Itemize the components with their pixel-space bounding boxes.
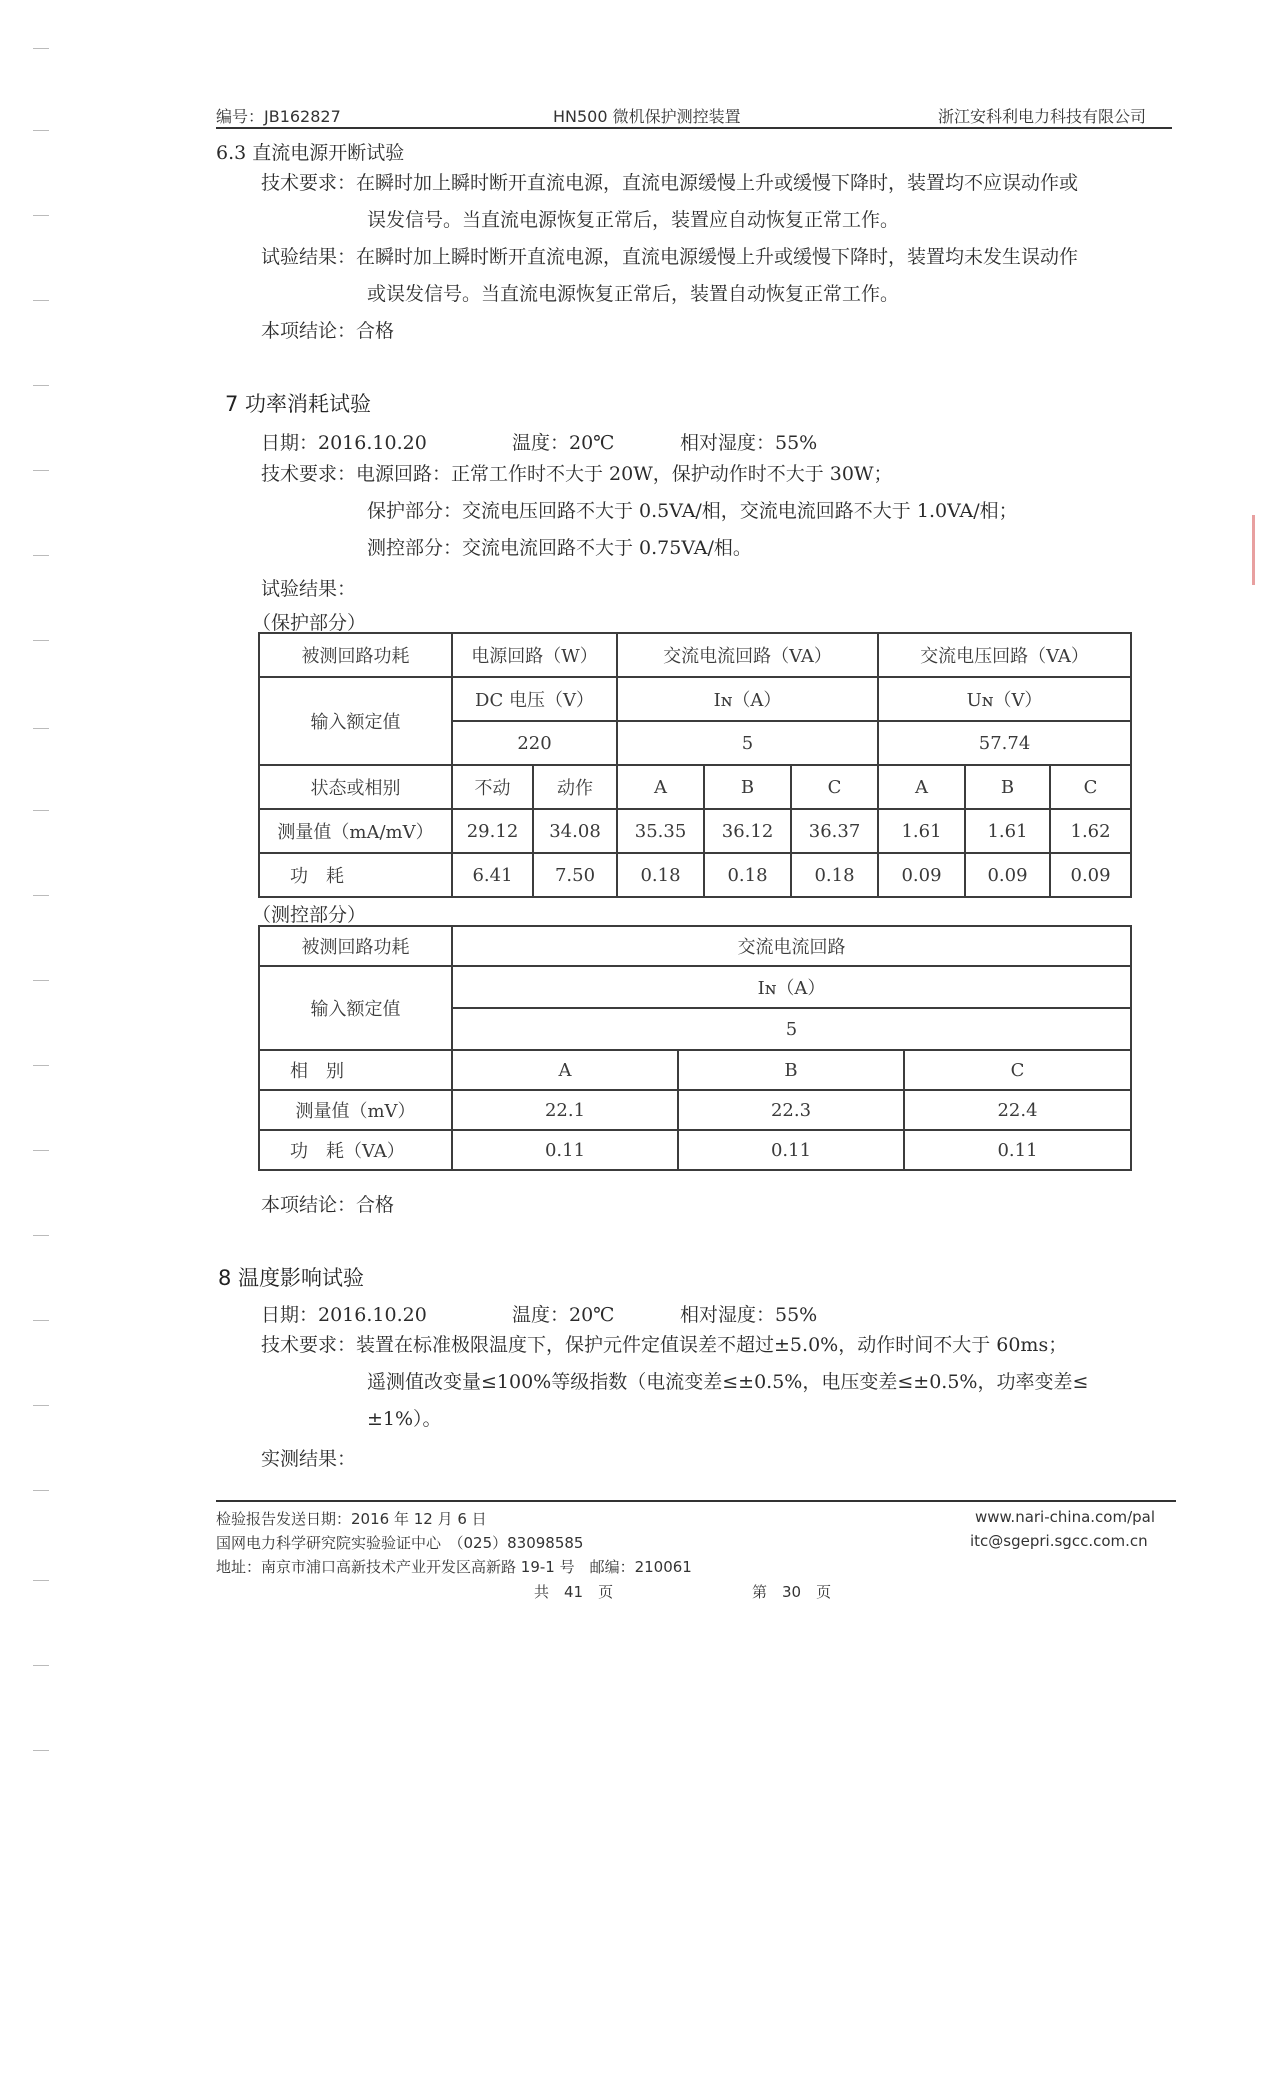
table-cell: B [678,1050,904,1090]
table-cell: 1.61 [878,809,965,853]
table-cell: DC 电压（V） [452,677,617,721]
table-cell: A [878,765,965,809]
conclusion-value: 合格 [356,1194,395,1216]
table-cell: A [617,765,704,809]
table-cell: Iɴ（A） [452,966,1131,1008]
requirement-text: 遥测值改变量≤100%等级指数（电流变差≤±0.5%，电压变差≤±0.5%，功率变差≤ [367,1371,1089,1393]
table-cell: C [1050,765,1131,809]
test-temperature: 温度：20℃ [512,1304,615,1326]
table-cell: 0.18 [704,853,791,897]
table-row [259,926,1131,966]
result-label: 实测结果： [261,1448,357,1470]
address: 地址：南京市浦口高新技术产业开发区高新路 19-1 号 邮编：210061 [216,1558,692,1576]
table-row-label: 状态或相别 [259,765,452,809]
test-date: 日期：2016.10.20 [261,432,427,454]
table-cell: 22.3 [678,1090,904,1130]
table-cell: 5 [617,721,878,765]
header-rule [216,127,1172,129]
protection-caption: （保护部分） [252,612,367,634]
table-header-cell: 电源回路（W） [452,633,617,677]
table-cell: 0.11 [904,1130,1131,1170]
footer-rule [216,1500,1176,1502]
table-cell: 0.18 [617,853,704,897]
test-temperature: 温度：20℃ [512,432,615,454]
table-cell: 动作 [533,765,617,809]
table-cell: B [965,765,1050,809]
table-row-label: 功 耗（VA） [259,1130,452,1170]
table-row [259,1090,1131,1130]
table-header-cell: 交流电流回路 [452,926,1131,966]
company-name: 浙江安科利电力科技有限公司 [938,107,1147,126]
table-row [259,966,1131,1008]
table-cell: 5 [452,1008,1131,1050]
protection-power-table [258,632,1132,898]
table-cell: 不动 [452,765,533,809]
test-center: 国网电力科学研究院实验验证中心 （025）83098585 [216,1534,584,1552]
product-name: HN500 微机保护测控装置 [553,107,741,126]
section-8-requirements [261,1327,1088,1438]
table-cell: 0.09 [1050,853,1131,897]
table-cell: 29.12 [452,809,533,853]
table-row [259,809,1131,853]
table-cell: 220 [452,721,617,765]
table-header-cell: 被测回路功耗 [259,633,452,677]
conclusion-label: 本项结论： [261,320,357,342]
result-text: 或误发信号。当直流电源恢复正常后，装置自动恢复正常工作。 [367,283,900,305]
result-label: 试验结果： [261,578,357,600]
requirement-label: 技术要求： [261,463,357,485]
test-humidity: 相对湿度：55% [680,1304,818,1326]
table-row-label: 测量值（mV） [259,1090,452,1130]
section-8-title: 8 温度影响试验 [218,1266,365,1290]
table-cell: 34.08 [533,809,617,853]
monitoring-power-table [258,925,1132,1171]
requirement-text: 保护部分：交流电压回路不大于 0.5VA/相，交流电流回路不大于 1.0VA/相； [367,500,1018,522]
requirement-label: 技术要求： [261,172,357,194]
report-number: 编号：JB162827 [216,107,341,126]
table-cell: Iɴ（A） [617,677,878,721]
table-row [259,1130,1131,1170]
test-date: 日期：2016.10.20 [261,1304,427,1326]
table-row-label: 输入额定值 [259,677,452,765]
section-7-title: 7 功率消耗试验 [225,392,372,416]
table-row [259,853,1131,897]
table-cell: 7.50 [533,853,617,897]
conclusion-value: 合格 [356,320,395,342]
table-cell: C [904,1050,1131,1090]
report-send-date: 检验报告发送日期：2016 年 12 月 6 日 [216,1510,487,1528]
table-row [259,677,1131,721]
table-cell: 1.62 [1050,809,1131,853]
table-cell: 36.12 [704,809,791,853]
requirement-label: 技术要求： [261,1334,357,1356]
table-row [259,633,1131,677]
table-cell: A [452,1050,678,1090]
table-row-label: 输入额定值 [259,966,452,1050]
test-humidity: 相对湿度：55% [680,432,818,454]
requirement-text: 电源回路：正常工作时不大于 20W，保护动作时不大于 30W； [356,463,893,485]
conclusion-label: 本项结论： [261,1194,357,1216]
table-cell: 57.74 [878,721,1131,765]
section-7-conclusion [261,1190,394,1217]
table-row-label: 功 耗 [259,853,452,897]
table-row [259,765,1131,809]
scan-mark [1252,515,1255,585]
table-row-label: 测量值（mA/mV） [259,809,452,853]
table-row-label: 相 别 [259,1050,452,1090]
page-number: 第 30 页 [752,1583,832,1601]
section-6-3-title: 6.3 直流电源开断试验 [216,142,405,164]
requirement-text: 误发信号。当直流电源恢复正常后，装置应自动恢复正常工作。 [367,209,900,231]
email-link[interactable]: itc@sgepri.sgcc.com.cn [970,1532,1148,1550]
table-cell: 0.18 [791,853,878,897]
table-cell: 36.37 [791,809,878,853]
section-7-requirements [261,456,1018,567]
requirement-text: 测控部分：交流电流回路不大于 0.75VA/相。 [367,537,752,559]
requirement-text: 装置在标准极限温度下，保护元件定值误差不超过±5.0%，动作时间不大于 60ms； [356,1334,1068,1356]
requirement-text: ±1%）。 [367,1408,442,1430]
result-label: 试验结果： [261,246,357,268]
section-6-3-body [261,165,1078,350]
table-row [259,1050,1131,1090]
table-cell: 22.4 [904,1090,1131,1130]
requirement-text: 在瞬时加上瞬时断开直流电源，直流电源缓慢上升或缓慢下降时，装置均不应误动作或 [356,172,1079,194]
table-cell: 0.09 [878,853,965,897]
table-cell: 0.11 [452,1130,678,1170]
table-cell: 35.35 [617,809,704,853]
website-link[interactable]: www.nari-china.com/pal [975,1508,1155,1526]
table-cell: C [791,765,878,809]
table-header-cell: 交流电压回路（VA） [878,633,1131,677]
table-cell: 0.11 [678,1130,904,1170]
table-cell: 22.1 [452,1090,678,1130]
table-cell: Uɴ（V） [878,677,1131,721]
table-cell: B [704,765,791,809]
table-header-cell: 被测回路功耗 [259,926,452,966]
result-text: 在瞬时加上瞬时断开直流电源，直流电源缓慢上升或缓慢下降时，装置均未发生误动作 [356,246,1079,268]
table-cell: 0.09 [965,853,1050,897]
table-header-cell: 交流电流回路（VA） [617,633,878,677]
total-pages: 共 41 页 [534,1583,614,1601]
table-cell: 6.41 [452,853,533,897]
monitoring-caption: （测控部分） [252,904,367,926]
table-cell: 1.61 [965,809,1050,853]
